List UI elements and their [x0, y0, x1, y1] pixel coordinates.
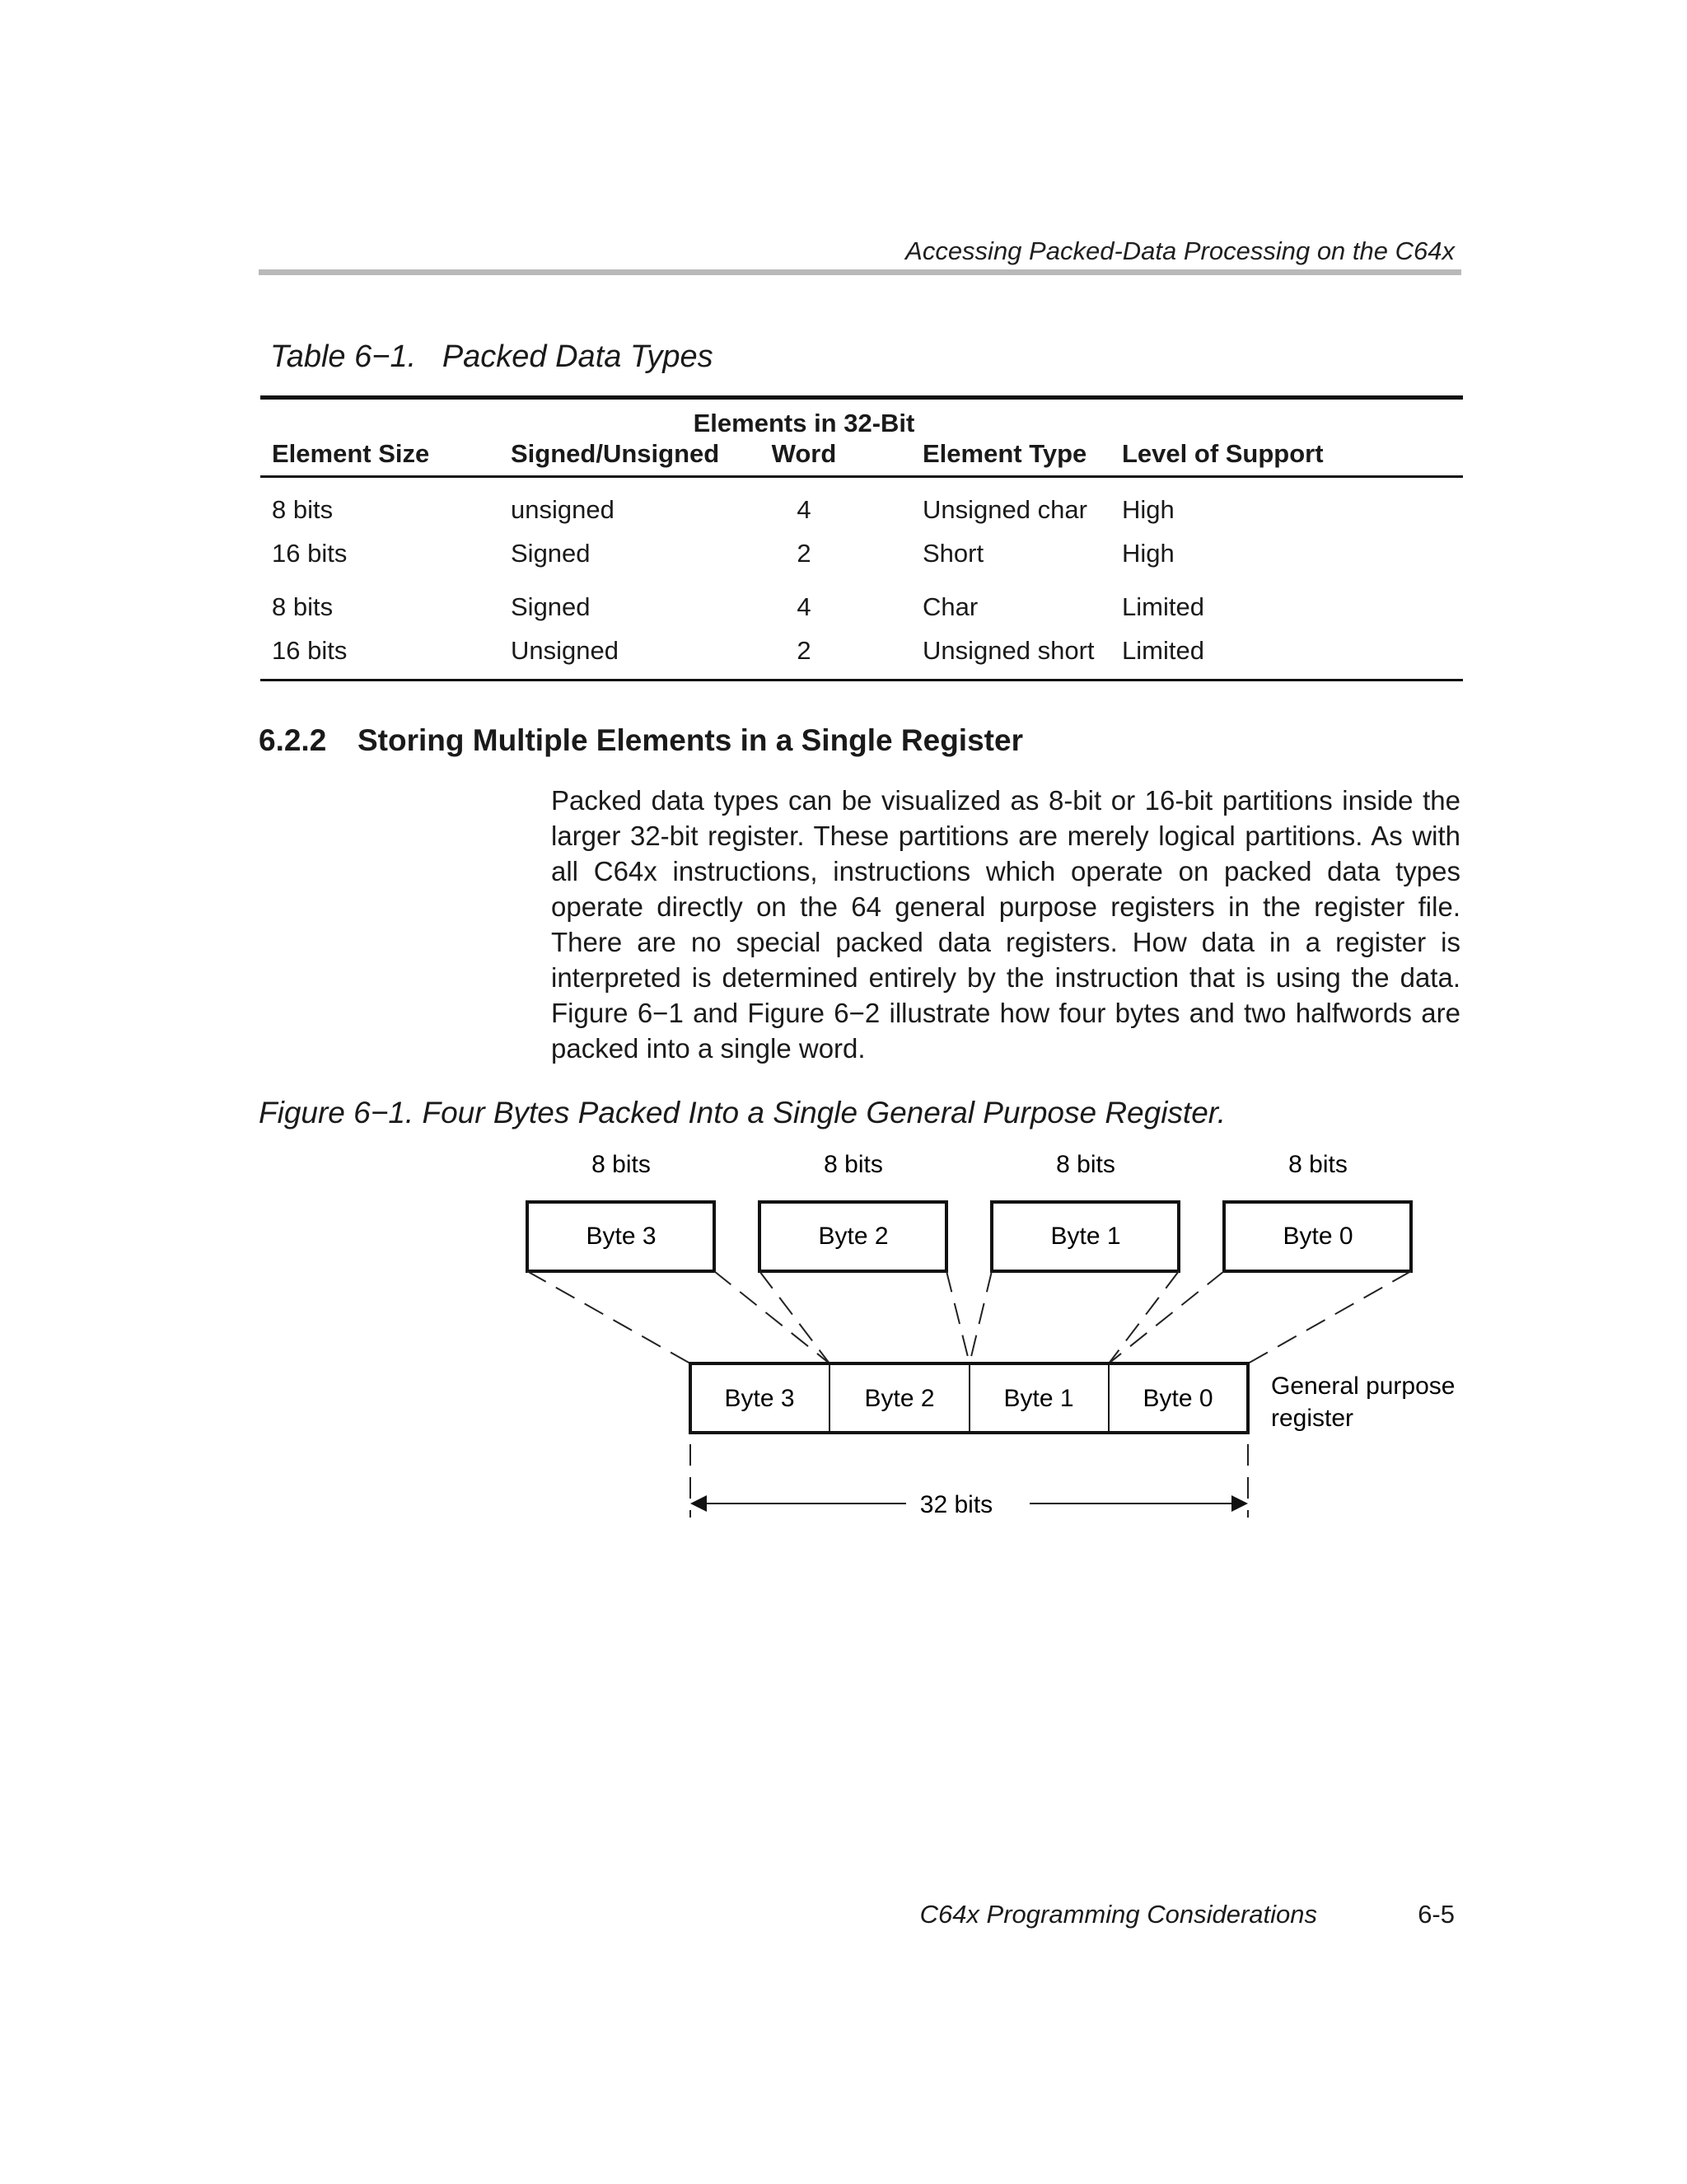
register-label-line1: General purpose	[1271, 1373, 1456, 1400]
cell-signed: unsigned	[511, 494, 615, 524]
general-purpose-register	[690, 1363, 1248, 1433]
byte2-width-label: 8 bits	[824, 1151, 883, 1178]
cell-size: 16 bits	[272, 635, 348, 665]
register-byte-label: Byte 3	[724, 1385, 795, 1412]
right-arrowhead	[1231, 1495, 1248, 1512]
cell-type: Unsigned short	[923, 635, 1095, 665]
footer-chapter-title: C64x Programming Considerations	[919, 1900, 1317, 1929]
cell-signed: Signed	[511, 538, 591, 568]
top-byte-label: Byte 1	[1050, 1223, 1121, 1250]
byte3-width-label: 8 bits	[591, 1151, 651, 1178]
header-elements-line1: Elements in 32-Bit	[693, 409, 915, 437]
body-paragraph: Packed data types can be visualized as 8-bit or 16-bit partitions inside the larger 32-bit register. These partitions are merely logical partitions. As with all C64x instructions, instructions which operate on packed data types operate directly on the 64 general purpose registers in the register file. There are no special packed data registers. How data in a register is interpreted is determined entirely by the instruction that is using the data. Figure 6−1 and Figure 6−2 illustrate how four bytes and two halfwords are packed into a single word.	[551, 785, 1460, 1064]
cell-signed: Signed	[511, 592, 591, 621]
header-signed-unsigned: Signed/Unsigned	[511, 439, 720, 468]
left-arrowhead	[690, 1495, 707, 1512]
top-byte-label: Byte 2	[818, 1223, 889, 1250]
register-byte-label: Byte 1	[1003, 1385, 1074, 1412]
header-element-size: Element Size	[272, 439, 430, 468]
running-header: Accessing Packed-Data Processing on the C64x	[905, 236, 1455, 265]
top-byte-box-2	[759, 1202, 946, 1271]
figure-caption: Figure 6−1. Four Bytes Packed Into a Single General Purpose Register.	[259, 1096, 1227, 1129]
top-byte-label: Byte 3	[586, 1223, 657, 1250]
register-byte-label: Byte 2	[864, 1385, 935, 1412]
header-elements-line2: Word	[771, 439, 837, 468]
header-level-of-support: Level of Support	[1122, 439, 1324, 468]
cell-size: 16 bits	[272, 538, 348, 568]
cell-count: 2	[797, 635, 811, 665]
cell-count: 2	[797, 538, 811, 568]
cell-support: Limited	[1122, 592, 1204, 621]
dimension-32-bits	[690, 1444, 1248, 1518]
top-byte-label: Byte 0	[1283, 1223, 1353, 1250]
cell-count: 4	[797, 592, 811, 621]
cell-type: Unsigned char	[923, 494, 1087, 524]
footer-page-number: 6-5	[1418, 1900, 1455, 1929]
cell-type: Short	[923, 538, 984, 568]
cell-support: High	[1122, 494, 1175, 524]
cell-type: Char	[923, 592, 979, 621]
cell-signed: Unsigned	[511, 635, 619, 665]
top-byte-box-0	[1224, 1202, 1411, 1271]
byte1-width-label: 8 bits	[1056, 1151, 1115, 1178]
byte0-width-label: 8 bits	[1288, 1151, 1348, 1178]
register-byte-label: Byte 0	[1143, 1385, 1213, 1412]
top-byte-box-1	[992, 1202, 1179, 1271]
projection-lines	[527, 1271, 1411, 1363]
section-number: 6.2.2	[259, 723, 327, 757]
cell-count: 4	[797, 494, 811, 524]
total-width-label: 32 bits	[919, 1491, 993, 1518]
cell-support: Limited	[1122, 635, 1204, 665]
cell-support: High	[1122, 538, 1175, 568]
register-label-line2: register	[1271, 1405, 1354, 1432]
cell-size: 8 bits	[272, 592, 334, 621]
cell-size: 8 bits	[272, 494, 334, 524]
section-title: Storing Multiple Elements in a Single Register	[357, 723, 1023, 757]
header-element-type: Element Type	[923, 439, 1087, 468]
top-byte-box-3	[527, 1202, 714, 1271]
table-caption: Table 6−1. Packed Data Types	[270, 339, 713, 374]
